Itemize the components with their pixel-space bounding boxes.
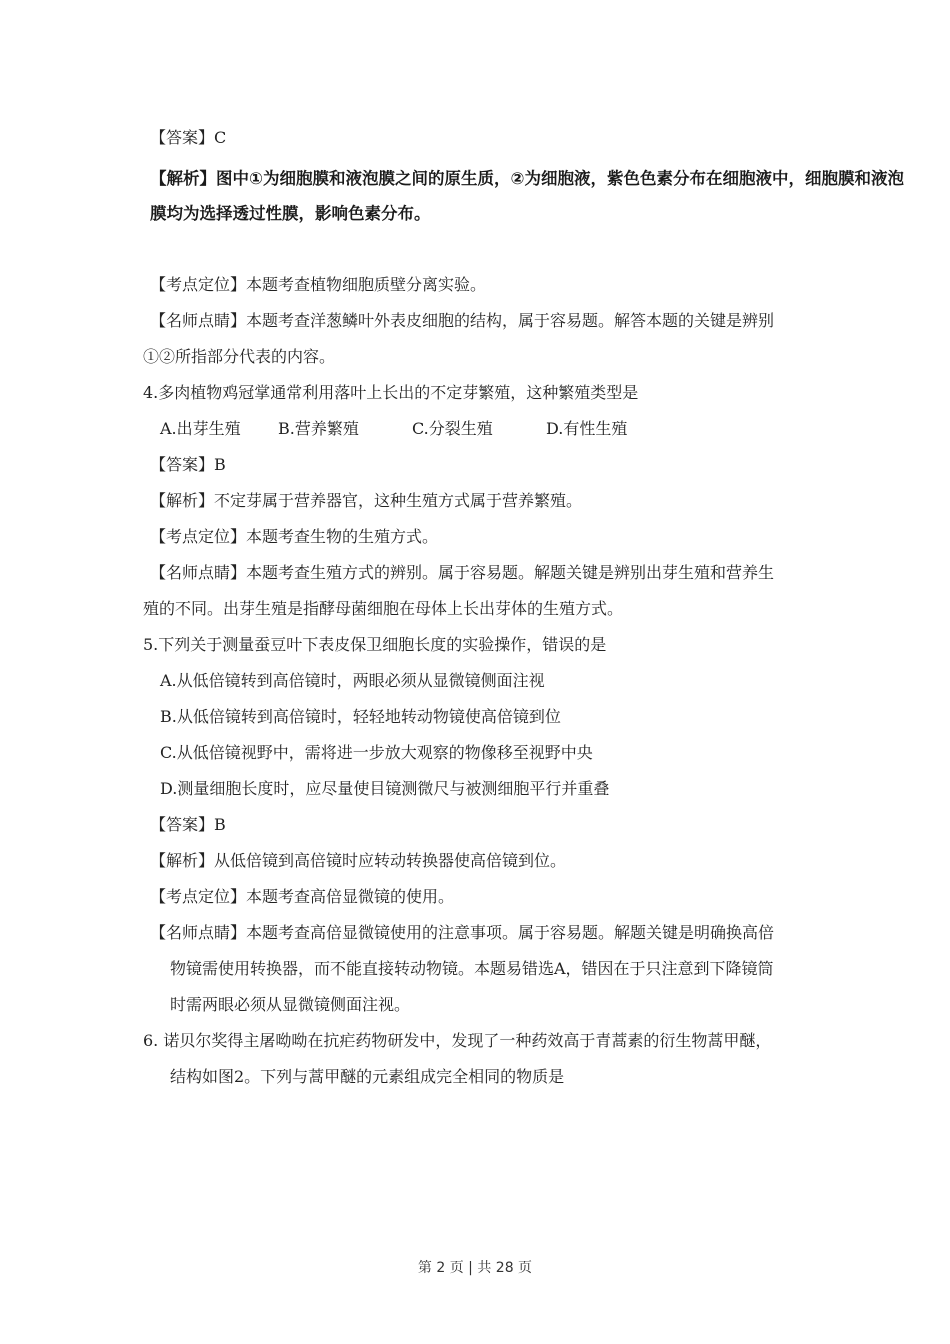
q4-options [160,419,627,439]
q5-option-c: C.从低倍镜视野中，需将进一步放大观察的物像移至视野中央 [160,743,593,762]
q4-stem: 4.多肉植物鸡冠掌通常利用落叶上长出的不定芽繁殖，这种繁殖类型是 [143,383,639,402]
q5-kaodian: 【考点定位】本题考查高倍显微镜的使用。 [150,887,455,906]
q4-dianjing-line1: 【名师点睛】本题考查生殖方式的辨别。属于容易题。解题关键是辨别出芽生殖和营养生 [150,563,775,582]
q3-analysis-line1: 【解析】图中①为细胞膜和液泡膜之间的原生质，②为细胞液，紫色色素分布在细胞液中，细胞膜和液泡 [150,169,904,188]
page-footer: 第 2 页 | 共 28 页 [417,1260,533,1276]
q5-stem: 5.下列关于测量蚕豆叶下表皮保卫细胞长度的实验操作，错误的是 [143,635,607,654]
q4-option-b: B.营养繁殖 [278,419,359,438]
q5-analysis: 【解析】从低倍镜到高倍镜时应转动转换器使高倍镜到位。 [150,851,567,870]
q5-dianjing-line1: 【名师点睛】本题考查高倍显微镜使用的注意事项。属于容易题。解题关键是明确换高倍 [150,923,775,942]
q4-option-c: C.分裂生殖 [412,419,493,438]
q6-stem-line2: 结构如图2。下列与蒿甲醚的元素组成完全相同的物质是 [170,1067,565,1086]
q4-option-a: A.出芽生殖 [160,419,241,438]
q3-analysis-line2: 膜均为选择透过性膜，影响色素分布。 [150,204,431,223]
q3-dianjing-line2: ①②所指部分代表的内容。 [143,347,336,366]
q6-stem-line1: 6. 诺贝尔奖得主屠呦呦在抗疟药物研发中，发现了一种药效高于青蒿素的衍生物蒿甲醚， [143,1031,772,1050]
q4-answer: 【答案】B [150,455,226,474]
q5-option-a: A.从低倍镜转到高倍镜时，两眼必须从显微镜侧面注视 [160,671,545,690]
q3-dianjing-line1: 【名师点睛】本题考查洋葱鳞叶外表皮细胞的结构，属于容易题。解答本题的关键是辨别 [150,311,775,330]
q3-kaodian: 【考点定位】本题考查植物细胞质壁分离实验。 [150,275,487,294]
q3-answer: 【答案】C [150,128,227,147]
q4-analysis: 【解析】不定芽属于营养器官，这种生殖方式属于营养繁殖。 [150,491,583,510]
q4-kaodian: 【考点定位】本题考查生物的生殖方式。 [150,527,439,546]
q5-dianjing-line3: 时需两眼必须从显微镜侧面注视。 [170,995,411,1014]
q4-dianjing-line2: 殖的不同。出芽生殖是指酵母菌细胞在母体上长出芽体的生殖方式。 [143,599,624,618]
q5-option-b: B.从低倍镜转到高倍镜时，轻轻地转动物镜使高倍镜到位 [160,707,561,726]
q5-dianjing-line2: 物镜需使用转换器，而不能直接转动物镜。本题易错选A，错因在于只注意到下降镜筒 [170,959,774,978]
q4-option-d: D.有性生殖 [546,419,628,438]
q5-answer: 【答案】B [150,815,226,834]
q5-option-d: D.测量细胞长度时，应尽量使目镜测微尺与被测细胞平行并重叠 [160,779,610,798]
